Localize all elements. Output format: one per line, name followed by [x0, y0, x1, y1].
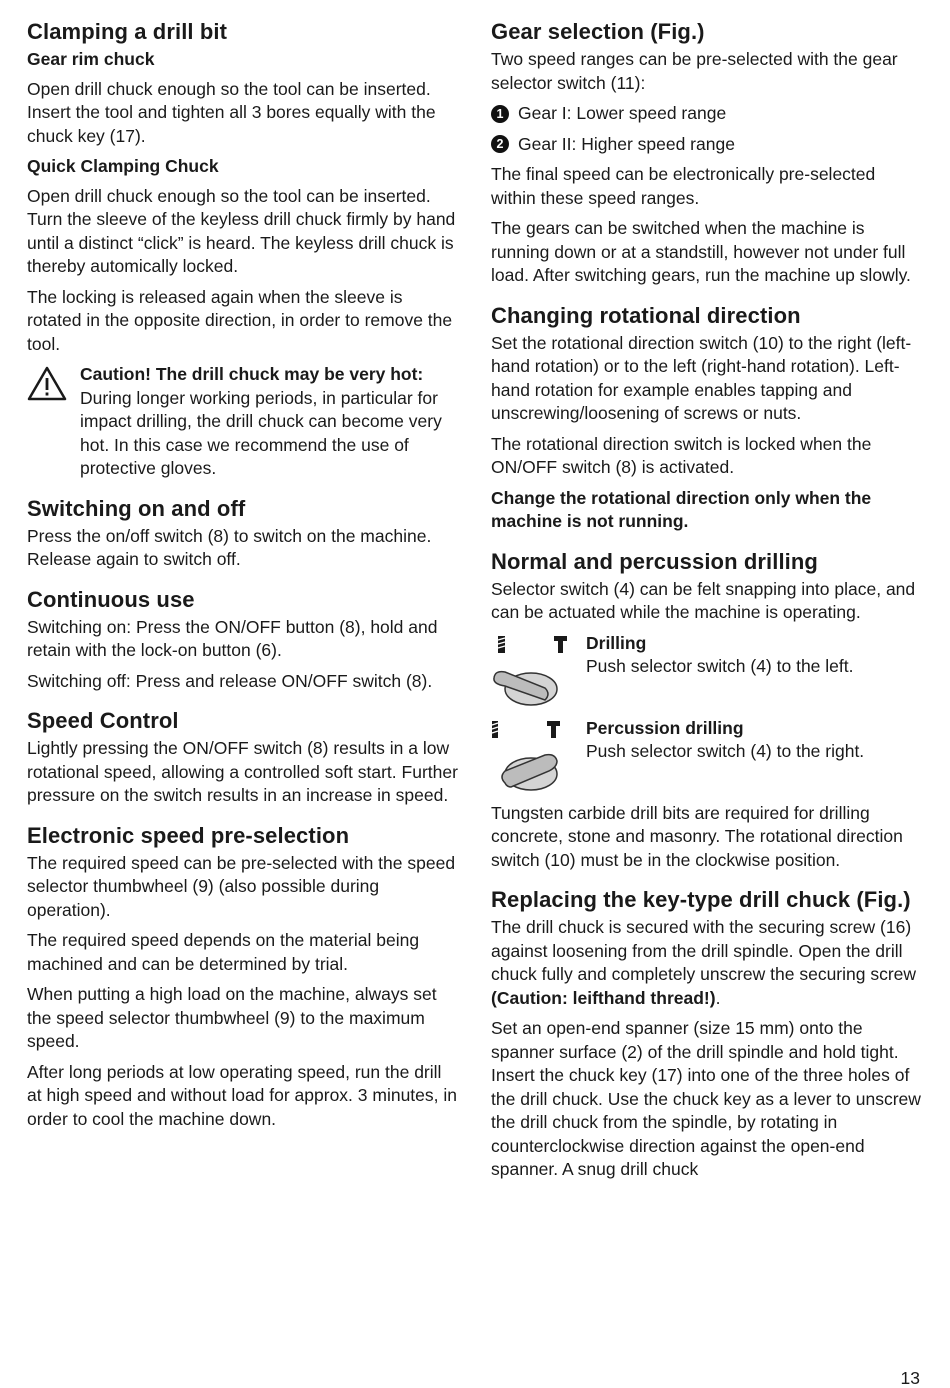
number-badge-2: 2 — [491, 135, 509, 153]
paragraph-gear-selection: Two speed ranges can be pre-selected with the gear selector switch (11): — [491, 49, 898, 93]
selector-switch-icon — [491, 632, 586, 712]
heading-replacing: Replacing the key-type drill chuck (Fig.) — [491, 887, 911, 912]
gear-item-1 — [491, 102, 923, 126]
paragraph-rotational-2: The rotational direction switch is locked when the ON/OFF switch (8) is activated. — [491, 433, 872, 477]
paragraph-switching: Press the on/off switch (8) to switch on the machine. Release again to switch off. — [27, 525, 432, 569]
percussion-description — [586, 717, 923, 802]
paragraph-electronic-4: After long periods at low operating speed, run the drill at high speed and without load for approx. 3 minutes, in order to cool the machine down. — [27, 1061, 457, 1129]
paragraph-quick-clamping: Open drill chuck enough so the tool can be inserted. Turn the sleeve of the keyless drill chuck firmly by hand until a distinct “click” is heard. The keyless drill chuck is thereby automically locked. — [27, 185, 456, 276]
caution-body: During longer working periods, in particular for impact drilling, the drill chuck can become very hot. In this case we recommend the use of protective gloves. — [80, 387, 442, 478]
left-column — [27, 18, 459, 1138]
paragraph-gear-rim: Open drill chuck enough so the tool can be inserted. Insert the tool and tighten all 3 bores equally with the chuck key (17). — [27, 78, 436, 146]
heading-clamping: Clamping a drill bit — [27, 19, 228, 44]
drill-bit-icon — [498, 636, 505, 653]
paragraph-speed-control: Lightly pressing the ON/OFF switch (8) results in a low rotational speed, allowing a controlled soft start. Further pressure on the switch results in an increase in speed. — [27, 738, 458, 805]
replacing-1-end: . — [715, 987, 721, 1008]
drilling-title: Drilling — [586, 632, 647, 653]
hammer-icon — [547, 721, 560, 738]
paragraph-electronic-1: The required speed can be pre-selected with the speed selector thumbwheel (9) (also possible during operation). — [27, 852, 456, 920]
subheading-gear-rim-chuck: Gear rim chuck — [27, 49, 155, 69]
paragraph-electronic-3: When putting a high load on the machine, always set the speed selector thumbwheel (9) to the maximum speed. — [27, 984, 437, 1051]
caution-bold: Caution! The drill chuck may be very hot: — [80, 364, 424, 384]
rotational-warning: Change the rotational direction only when the machine is not running. — [491, 487, 872, 531]
replacing-1-bold: (Caution: leifthand thread!) — [491, 987, 716, 1008]
drilling-figure — [491, 632, 586, 717]
replacing-1-text: The drill chuck is secured with the securing screw (16) against loosening from the drill spindle. Open the drill chuck fully and completely unscrew the securing screw — [491, 917, 917, 984]
paragraph-continuous-on: Switching on: Press the ON/OFF button (8), hold and retain with the lock-on button (6). — [27, 616, 438, 660]
number-badge-1: 1 — [491, 105, 509, 123]
drilling-description — [586, 632, 923, 717]
heading-normal-percussion: Normal and percussion drilling — [491, 548, 818, 574]
paragraph-replacing-2: Set an open-end spanner (size 15 mm) onto the spanner surface (2) of the drill spindle and hold tight. Insert the chuck key (17) into one of the three holes of the drill chuck. Use the chuck key as a lever to unscrew the drill chuck from the spindle, by rotating in counterclockwise direction against the open-end spanner. A snug drill chuck — [491, 1018, 921, 1179]
selector-switch-icon — [491, 717, 586, 797]
drilling-text: Push selector switch (4) to the left. — [586, 656, 854, 676]
paragraph-electronic-2: The required speed depends on the material being machined and can be determined by trial. — [27, 930, 420, 974]
heading-gear-selection: Gear selection (Fig.) — [491, 19, 705, 44]
paragraph-rotational-1: Set the rotational direction switch (10) to the right (left-hand rotation) or to the left (right-hand rotation). Left-hand rotation for example enables tapping and unscrewing/loosening of screws or nuts. — [491, 332, 912, 423]
paragraph-gears-switch: The gears can be switched when the machine is running down or at a standstill, however not under full load. After switching gears, run the machine up slowly. — [491, 218, 911, 285]
paragraph-final-speed: The final speed can be electronically pre-selected within these speed ranges. — [491, 164, 876, 208]
paragraph-continuous-off: Switching off: Press and release ON/OFF switch (8). — [27, 670, 433, 691]
heading-continuous: Continuous use — [27, 586, 195, 612]
paragraph-replacing-1 — [491, 916, 923, 1010]
paragraph-rotational-3 — [491, 487, 923, 534]
right-column — [491, 18, 923, 1189]
heading-switching: Switching on and off — [27, 495, 246, 521]
heading-speed-control: Speed Control — [27, 708, 179, 733]
drilling-mode — [491, 632, 923, 717]
caution-note — [27, 363, 459, 481]
hammer-icon — [554, 636, 567, 653]
gear-item-2 — [491, 133, 923, 157]
gear-1-label: Gear I: Lower speed range — [518, 103, 727, 123]
caution-text — [80, 363, 459, 481]
heading-electronic-speed: Electronic speed pre-selection — [27, 822, 350, 848]
drill-bit-icon — [492, 721, 498, 738]
page-number: 13 — [900, 1368, 920, 1388]
percussion-mode — [491, 717, 923, 802]
subheading-quick-clamping: Quick Clamping Chuck — [27, 156, 219, 176]
paragraph-tungsten: Tungsten carbide drill bits are required for drilling concrete, stone and masonry. The rotational direction switch (10) must be in the clockwise position. — [491, 802, 903, 870]
percussion-text: Push selector switch (4) to the right. — [586, 741, 865, 761]
percussion-figure — [491, 717, 586, 802]
heading-rotational: Changing rotational direction — [491, 302, 801, 328]
warning-triangle-icon — [27, 363, 80, 481]
paragraph-locking: The locking is released again when the sleeve is rotated in the opposite direction, in order to remove the tool. — [27, 286, 453, 354]
paragraph-normal: Selector switch (4) can be felt snapping into place, and can be actuated while the machine is operating. — [491, 578, 916, 622]
gear-2-label: Gear II: Higher speed range — [518, 133, 735, 154]
percussion-title: Percussion drilling — [586, 717, 744, 738]
